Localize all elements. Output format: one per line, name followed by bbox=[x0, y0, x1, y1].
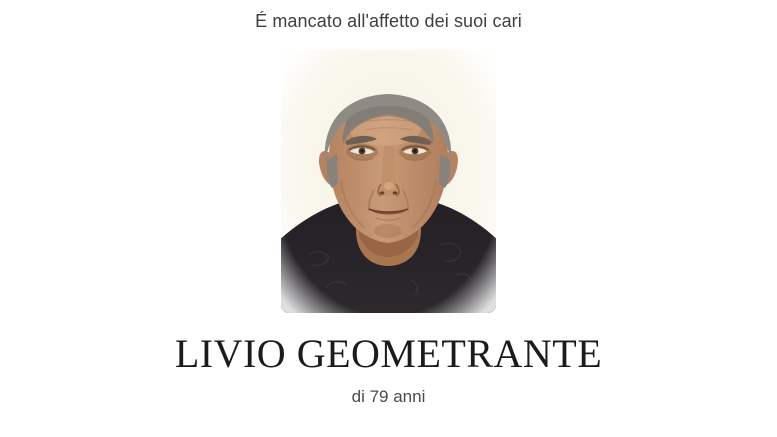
intro-text: É mancato all'affetto dei suoi cari bbox=[255, 11, 522, 31]
deceased-name: LIVIO GEOMETRANTE bbox=[174, 331, 603, 376]
age-text: di 79 anni bbox=[351, 387, 426, 406]
portrait-photo-art bbox=[281, 50, 496, 313]
portrait-photo bbox=[281, 50, 496, 313]
